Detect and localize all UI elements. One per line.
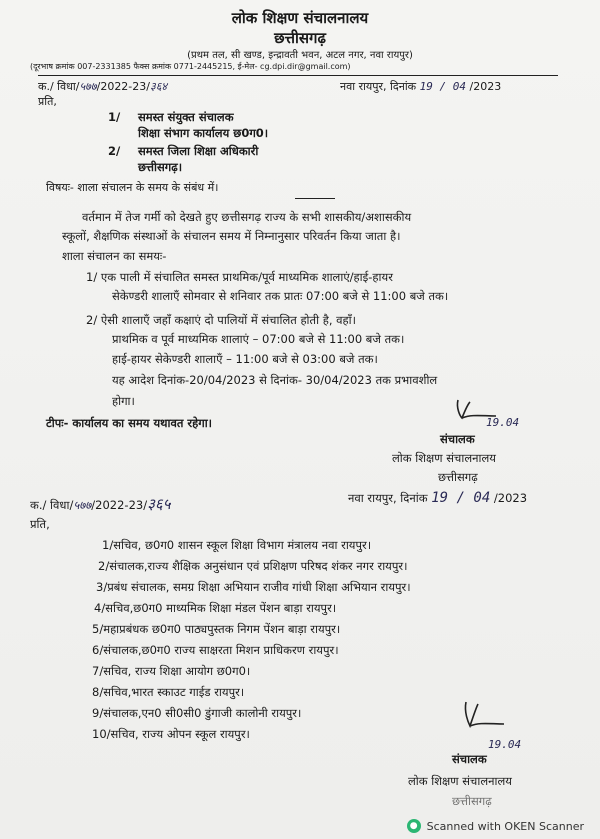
ref-line-1: क./ विधा/५७७/2022-23/३६४ <box>38 80 168 93</box>
oken-scanner-icon: ● <box>407 819 421 833</box>
body-para-2: स्कूलों, शैक्षणिक संस्थाओं के संचालन समय में निम्नानुसार परिवर्तन किया जाता है। <box>62 229 401 243</box>
subject-dash <box>295 198 335 199</box>
scanner-watermark <box>407 819 584 833</box>
recipient-item: 5/महाप्रबंधक छ0ग0 पाठ्यपुस्तक निगम पेंशन बाड़ा रायपुर। <box>92 622 341 636</box>
sign-date-2: 19.04 <box>488 738 522 751</box>
recipient-item: 2/संचालक,राज्य शैक्षिक अनुसंधान एवं प्रशिक्षण परिषद शंकर नगर रायपुर। <box>98 559 408 573</box>
date-line-2: नवा रायपुर, दिनांक 19 / 04 /2023 <box>348 490 528 506</box>
prati-label-2: प्रति, <box>30 517 50 531</box>
sign-title-2: संचालक <box>452 752 487 766</box>
ref-number-hand: ५७७ <box>79 80 97 93</box>
recipient-item: 7/सचिव, राज्य शिक्षा आयोग छ0ग0। <box>92 664 251 678</box>
prati-label: प्रति, <box>38 95 57 108</box>
recipient-item: 4/सचिव,छ0ग0 माध्यमिक शिक्षा मंडल पेंशन बाड़ा रायपुर। <box>94 601 337 615</box>
signature-2 <box>458 700 506 730</box>
to2-line-b: छत्तीसगढ़। <box>138 160 183 174</box>
recipient-item: 1/सचिव, छ0ग0 शासन स्कूल शिक्षा विभाग मंत्रालय नवा रायपुर। <box>102 538 372 552</box>
date-line-1: नवा रायपुर, दिनांक 19 / 04 /2023 <box>340 80 502 93</box>
sign-org-2: लोक शिक्षण संचालनालय <box>408 774 512 788</box>
recipient-item: 6/संचालक,छ0ग0 राज्य साक्षरता मिशन प्राधिकरण रायपुर। <box>92 643 339 657</box>
sign-title-1: संचालक <box>440 432 475 446</box>
date-hand: 19 / 04 <box>419 80 466 93</box>
recipient-item: 10/सचिव, राज्य ओपन स्कूल रायपुर। <box>92 727 250 741</box>
item1-line-b: सेकेण्डरी शालाएँ सोमवार से शनिवार तक प्रातः 07:00 बजे से 11:00 बजे तक। <box>112 289 449 303</box>
contact-line: (दूरभाष क्रमांक 007-2331385 फैक्स क्रमांक 0771-2445215, ई-मेल- cg.dpi.dir@gmail.com) <box>30 62 351 71</box>
recipient-item: 8/सचिव,भारत स्काउट गाईड रायपुर। <box>92 685 245 699</box>
sign-org-1: लोक शिक्षण संचालनालय <box>392 451 496 465</box>
subject-line: विषयः- शाला संचालन के समय के संबंध में। <box>46 181 219 194</box>
dispatch-number-hand: ३६४ <box>149 80 168 93</box>
office-time-note: टीपः- कार्यालय का समय यथावत रहेगा। <box>46 416 213 430</box>
recipient-item: 3/प्रबंध संचालक, समग्र शिक्षा अभियान राजीव गांधी शिक्षा अभियान रायपुर। <box>96 580 411 594</box>
sign-state-2: छत्तीसगढ़ <box>452 794 492 808</box>
scanner-text: Scanned with OKEN Scanner <box>426 819 584 833</box>
to2-line-a: समस्त जिला शिक्षा अधिकारी <box>138 144 259 158</box>
to1-line-a: समस्त संयुक्त संचालक <box>138 110 234 124</box>
header-rule <box>38 75 558 76</box>
recipient-item: 9/संचालक,एन0 सी0सी0 डुंगाजी कालोनी रायपुर। <box>92 706 302 720</box>
org-name: लोक शिक्षण संचालनालय <box>231 9 369 27</box>
item2-line-c: हाई-हायर सेकेण्डरी शालाएँ – 11:00 बजे से 03:00 बजे तक। <box>112 352 378 366</box>
to2-num: 2/ <box>108 144 121 158</box>
ref-line-2: क./ विधा/५७७/2022-23/३६५ <box>30 495 171 513</box>
to1-line-b: शिक्षा संभाग कार्यालय छ0ग0। <box>138 126 269 140</box>
ref-number-hand-2: ५७७ <box>73 498 92 512</box>
sign-state-1: छत्तीसगढ़ <box>438 470 478 484</box>
signature-scribble-2 <box>458 700 506 730</box>
state-name: छत्तीसगढ़ <box>274 29 326 47</box>
date-hand-2: 19 / 04 <box>431 490 491 506</box>
item2-line-a: 2/ ऐसी शालाएँ जहाँ कक्षाएं दो पालियों में संचालित होती है, वहाँ। <box>86 313 356 327</box>
address-line: (प्रथम तल, सी खण्ड, इन्द्रावती भवन, अटल नगर, नवा रायपुर) <box>187 50 413 61</box>
item2-line-b: प्राथमिक व पूर्व माध्यमिक शालाएं – 07:00 बजे से 11:00 बजे तक। <box>112 332 405 346</box>
item2-line-d: यह आदेश दिनांक-20/04/2023 से दिनांक- 30/04/2023 तक प्रभावशील <box>112 373 438 387</box>
timing-heading: शाला संचालन का समयः- <box>62 249 167 263</box>
to1-num: 1/ <box>108 110 121 124</box>
item2-line-e: होगा। <box>112 394 135 408</box>
body-para-1: वर्तमान में तेज गर्मी को देखते हुए छत्तीसगढ़ राज्य के सभी शासकीय/अशासकीय <box>82 210 412 224</box>
item1-line-a: 1/ एक पाली में संचालित समस्त प्राथमिक/पूर्व माध्यमिक शालाएं/हाई-हायर <box>86 270 393 284</box>
dispatch-number-hand-2: ३६५ <box>147 495 171 513</box>
sign-date-1: 19.04 <box>486 416 520 429</box>
